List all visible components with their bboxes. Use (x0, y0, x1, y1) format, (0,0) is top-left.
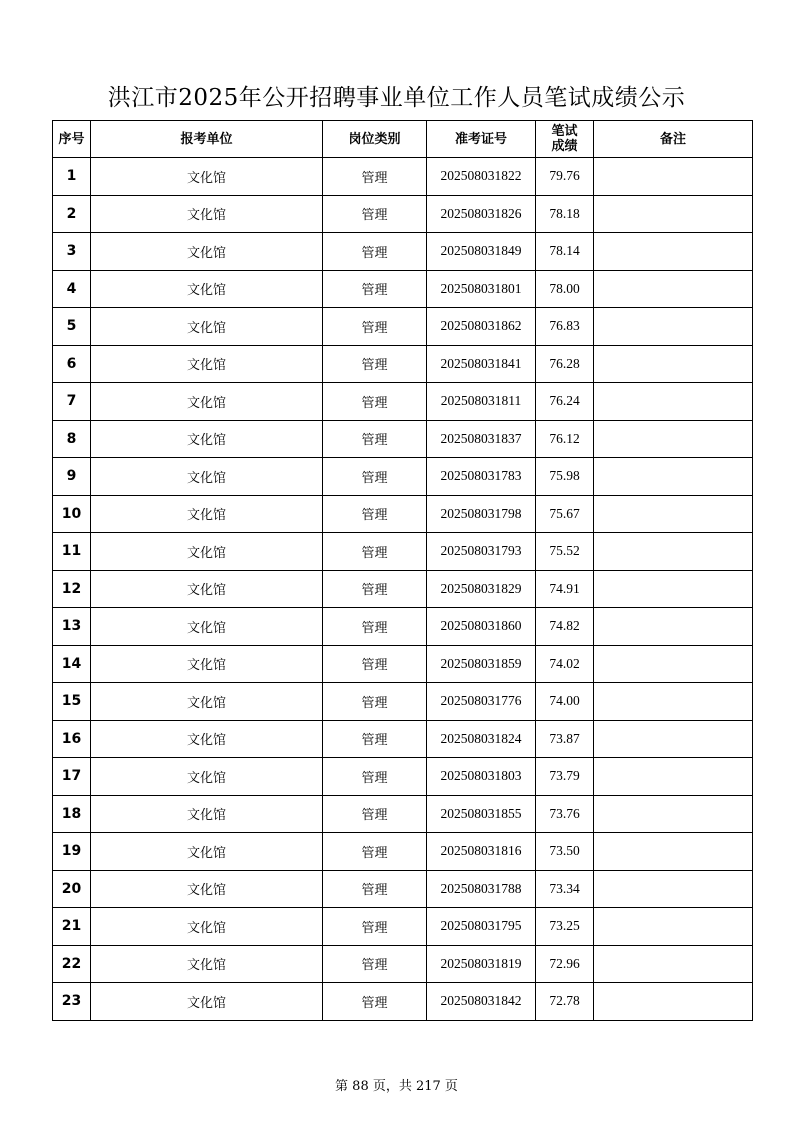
cell-remark (594, 945, 753, 983)
cell-remark (594, 533, 753, 571)
cell-seq: 19 (53, 833, 91, 871)
cell-remark (594, 645, 753, 683)
cell-unit: 文化馆 (91, 270, 323, 308)
header-seq: 序号 (53, 121, 91, 158)
table-row (53, 683, 753, 721)
cell-unit: 文化馆 (91, 195, 323, 233)
table-row (53, 908, 753, 946)
cell-score: 72.96 (536, 945, 594, 983)
cell-score: 72.78 (536, 983, 594, 1021)
cell-remark (594, 683, 753, 721)
cell-ticket: 202508031862 (427, 308, 536, 346)
cell-category: 管理 (323, 495, 427, 533)
cell-seq: 6 (53, 345, 91, 383)
cell-score: 73.76 (536, 795, 594, 833)
cell-unit: 文化馆 (91, 158, 323, 196)
cell-ticket: 202508031855 (427, 795, 536, 833)
cell-category: 管理 (323, 608, 427, 646)
cell-seq: 7 (53, 383, 91, 421)
cell-ticket: 202508031842 (427, 983, 536, 1021)
cell-score: 78.00 (536, 270, 594, 308)
table-row (53, 458, 753, 496)
cell-ticket: 202508031837 (427, 420, 536, 458)
table-row (53, 158, 753, 196)
cell-remark (594, 608, 753, 646)
cell-category: 管理 (323, 683, 427, 721)
header-score-line2: 成绩 (551, 139, 578, 154)
cell-category: 管理 (323, 345, 427, 383)
cell-unit: 文化馆 (91, 308, 323, 346)
cell-unit: 文化馆 (91, 645, 323, 683)
header-category: 岗位类别 (323, 121, 427, 158)
cell-ticket: 202508031849 (427, 233, 536, 271)
table-row (53, 233, 753, 271)
cell-category: 管理 (323, 383, 427, 421)
cell-score: 73.50 (536, 833, 594, 871)
cell-unit: 文化馆 (91, 608, 323, 646)
cell-unit: 文化馆 (91, 495, 323, 533)
cell-seq: 3 (53, 233, 91, 271)
cell-unit: 文化馆 (91, 570, 323, 608)
cell-category: 管理 (323, 945, 427, 983)
cell-score: 79.76 (536, 158, 594, 196)
cell-category: 管理 (323, 270, 427, 308)
cell-seq: 18 (53, 795, 91, 833)
cell-remark (594, 383, 753, 421)
cell-remark (594, 270, 753, 308)
cell-ticket: 202508031801 (427, 270, 536, 308)
cell-score: 76.12 (536, 420, 594, 458)
cell-ticket: 202508031816 (427, 833, 536, 871)
cell-ticket: 202508031798 (427, 495, 536, 533)
cell-ticket: 202508031793 (427, 533, 536, 571)
header-score-line1: 笔试 (551, 124, 578, 139)
cell-remark (594, 308, 753, 346)
cell-seq: 9 (53, 458, 91, 496)
cell-remark (594, 195, 753, 233)
table-row (53, 720, 753, 758)
cell-seq: 20 (53, 870, 91, 908)
cell-score: 73.79 (536, 758, 594, 796)
table-row (53, 645, 753, 683)
cell-seq: 16 (53, 720, 91, 758)
table-row (53, 983, 753, 1021)
cell-category: 管理 (323, 533, 427, 571)
cell-score: 73.34 (536, 870, 594, 908)
cell-remark (594, 420, 753, 458)
cell-unit: 文化馆 (91, 383, 323, 421)
cell-category: 管理 (323, 758, 427, 796)
table-row (53, 833, 753, 871)
table-row (53, 308, 753, 346)
cell-remark (594, 458, 753, 496)
cell-seq: 4 (53, 270, 91, 308)
table-row (53, 795, 753, 833)
cell-seq: 15 (53, 683, 91, 721)
cell-score: 78.18 (536, 195, 594, 233)
cell-ticket: 202508031826 (427, 195, 536, 233)
cell-score: 73.87 (536, 720, 594, 758)
table-row (53, 345, 753, 383)
cell-unit: 文化馆 (91, 345, 323, 383)
cell-unit: 文化馆 (91, 458, 323, 496)
cell-ticket: 202508031783 (427, 458, 536, 496)
cell-score: 75.67 (536, 495, 594, 533)
cell-seq: 17 (53, 758, 91, 796)
table-row (53, 420, 753, 458)
table-body (53, 158, 753, 1021)
table-row (53, 495, 753, 533)
cell-score: 75.52 (536, 533, 594, 571)
cell-category: 管理 (323, 195, 427, 233)
table-row (53, 570, 753, 608)
cell-unit: 文化馆 (91, 945, 323, 983)
cell-category: 管理 (323, 233, 427, 271)
cell-score: 74.00 (536, 683, 594, 721)
cell-seq: 12 (53, 570, 91, 608)
cell-score: 74.82 (536, 608, 594, 646)
table-row (53, 533, 753, 571)
cell-remark (594, 570, 753, 608)
header-score (536, 121, 594, 158)
table-row (53, 870, 753, 908)
cell-category: 管理 (323, 983, 427, 1021)
cell-seq: 13 (53, 608, 91, 646)
cell-remark (594, 758, 753, 796)
cell-ticket: 202508031841 (427, 345, 536, 383)
cell-category: 管理 (323, 833, 427, 871)
cell-unit: 文化馆 (91, 533, 323, 571)
cell-remark (594, 158, 753, 196)
cell-score: 78.14 (536, 233, 594, 271)
cell-ticket: 202508031859 (427, 645, 536, 683)
cell-category: 管理 (323, 870, 427, 908)
cell-unit: 文化馆 (91, 833, 323, 871)
cell-ticket: 202508031788 (427, 870, 536, 908)
cell-seq: 5 (53, 308, 91, 346)
cell-unit: 文化馆 (91, 720, 323, 758)
cell-remark (594, 495, 753, 533)
cell-score: 76.28 (536, 345, 594, 383)
table-header-row (53, 121, 753, 158)
header-remark: 备注 (594, 121, 753, 158)
cell-remark (594, 233, 753, 271)
cell-category: 管理 (323, 308, 427, 346)
cell-category: 管理 (323, 458, 427, 496)
cell-ticket: 202508031803 (427, 758, 536, 796)
cell-score: 76.24 (536, 383, 594, 421)
cell-seq: 22 (53, 945, 91, 983)
header-ticket: 准考证号 (427, 121, 536, 158)
cell-remark (594, 983, 753, 1021)
cell-unit: 文化馆 (91, 233, 323, 271)
table-row (53, 758, 753, 796)
cell-remark (594, 720, 753, 758)
cell-remark (594, 833, 753, 871)
cell-ticket: 202508031822 (427, 158, 536, 196)
cell-category: 管理 (323, 158, 427, 196)
cell-seq: 1 (53, 158, 91, 196)
cell-score: 74.02 (536, 645, 594, 683)
cell-seq: 2 (53, 195, 91, 233)
cell-category: 管理 (323, 570, 427, 608)
cell-remark (594, 795, 753, 833)
cell-category: 管理 (323, 645, 427, 683)
cell-score: 76.83 (536, 308, 594, 346)
cell-seq: 11 (53, 533, 91, 571)
cell-ticket: 202508031860 (427, 608, 536, 646)
cell-ticket: 202508031811 (427, 383, 536, 421)
cell-category: 管理 (323, 720, 427, 758)
cell-seq: 8 (53, 420, 91, 458)
cell-score: 73.25 (536, 908, 594, 946)
cell-remark (594, 870, 753, 908)
cell-seq: 14 (53, 645, 91, 683)
cell-unit: 文化馆 (91, 908, 323, 946)
cell-score: 74.91 (536, 570, 594, 608)
table-row (53, 270, 753, 308)
table-row (53, 383, 753, 421)
cell-unit: 文化馆 (91, 420, 323, 458)
table-row (53, 195, 753, 233)
table-row (53, 945, 753, 983)
cell-seq: 10 (53, 495, 91, 533)
cell-remark (594, 345, 753, 383)
cell-unit: 文化馆 (91, 758, 323, 796)
cell-unit: 文化馆 (91, 795, 323, 833)
cell-seq: 23 (53, 983, 91, 1021)
cell-category: 管理 (323, 795, 427, 833)
cell-ticket: 202508031795 (427, 908, 536, 946)
cell-ticket: 202508031819 (427, 945, 536, 983)
cell-unit: 文化馆 (91, 683, 323, 721)
cell-unit: 文化馆 (91, 983, 323, 1021)
table-row (53, 608, 753, 646)
cell-remark (594, 908, 753, 946)
cell-ticket: 202508031776 (427, 683, 536, 721)
cell-score: 75.98 (536, 458, 594, 496)
page-footer: 第 88 页，共 217 页 (335, 1079, 458, 1094)
cell-ticket: 202508031829 (427, 570, 536, 608)
page-title: 洪江市2025年公开招聘事业单位工作人员笔试成绩公示 (107, 85, 686, 111)
cell-category: 管理 (323, 420, 427, 458)
score-table (52, 120, 753, 1021)
cell-category: 管理 (323, 908, 427, 946)
cell-seq: 21 (53, 908, 91, 946)
cell-ticket: 202508031824 (427, 720, 536, 758)
cell-unit: 文化馆 (91, 870, 323, 908)
header-unit: 报考单位 (91, 121, 323, 158)
